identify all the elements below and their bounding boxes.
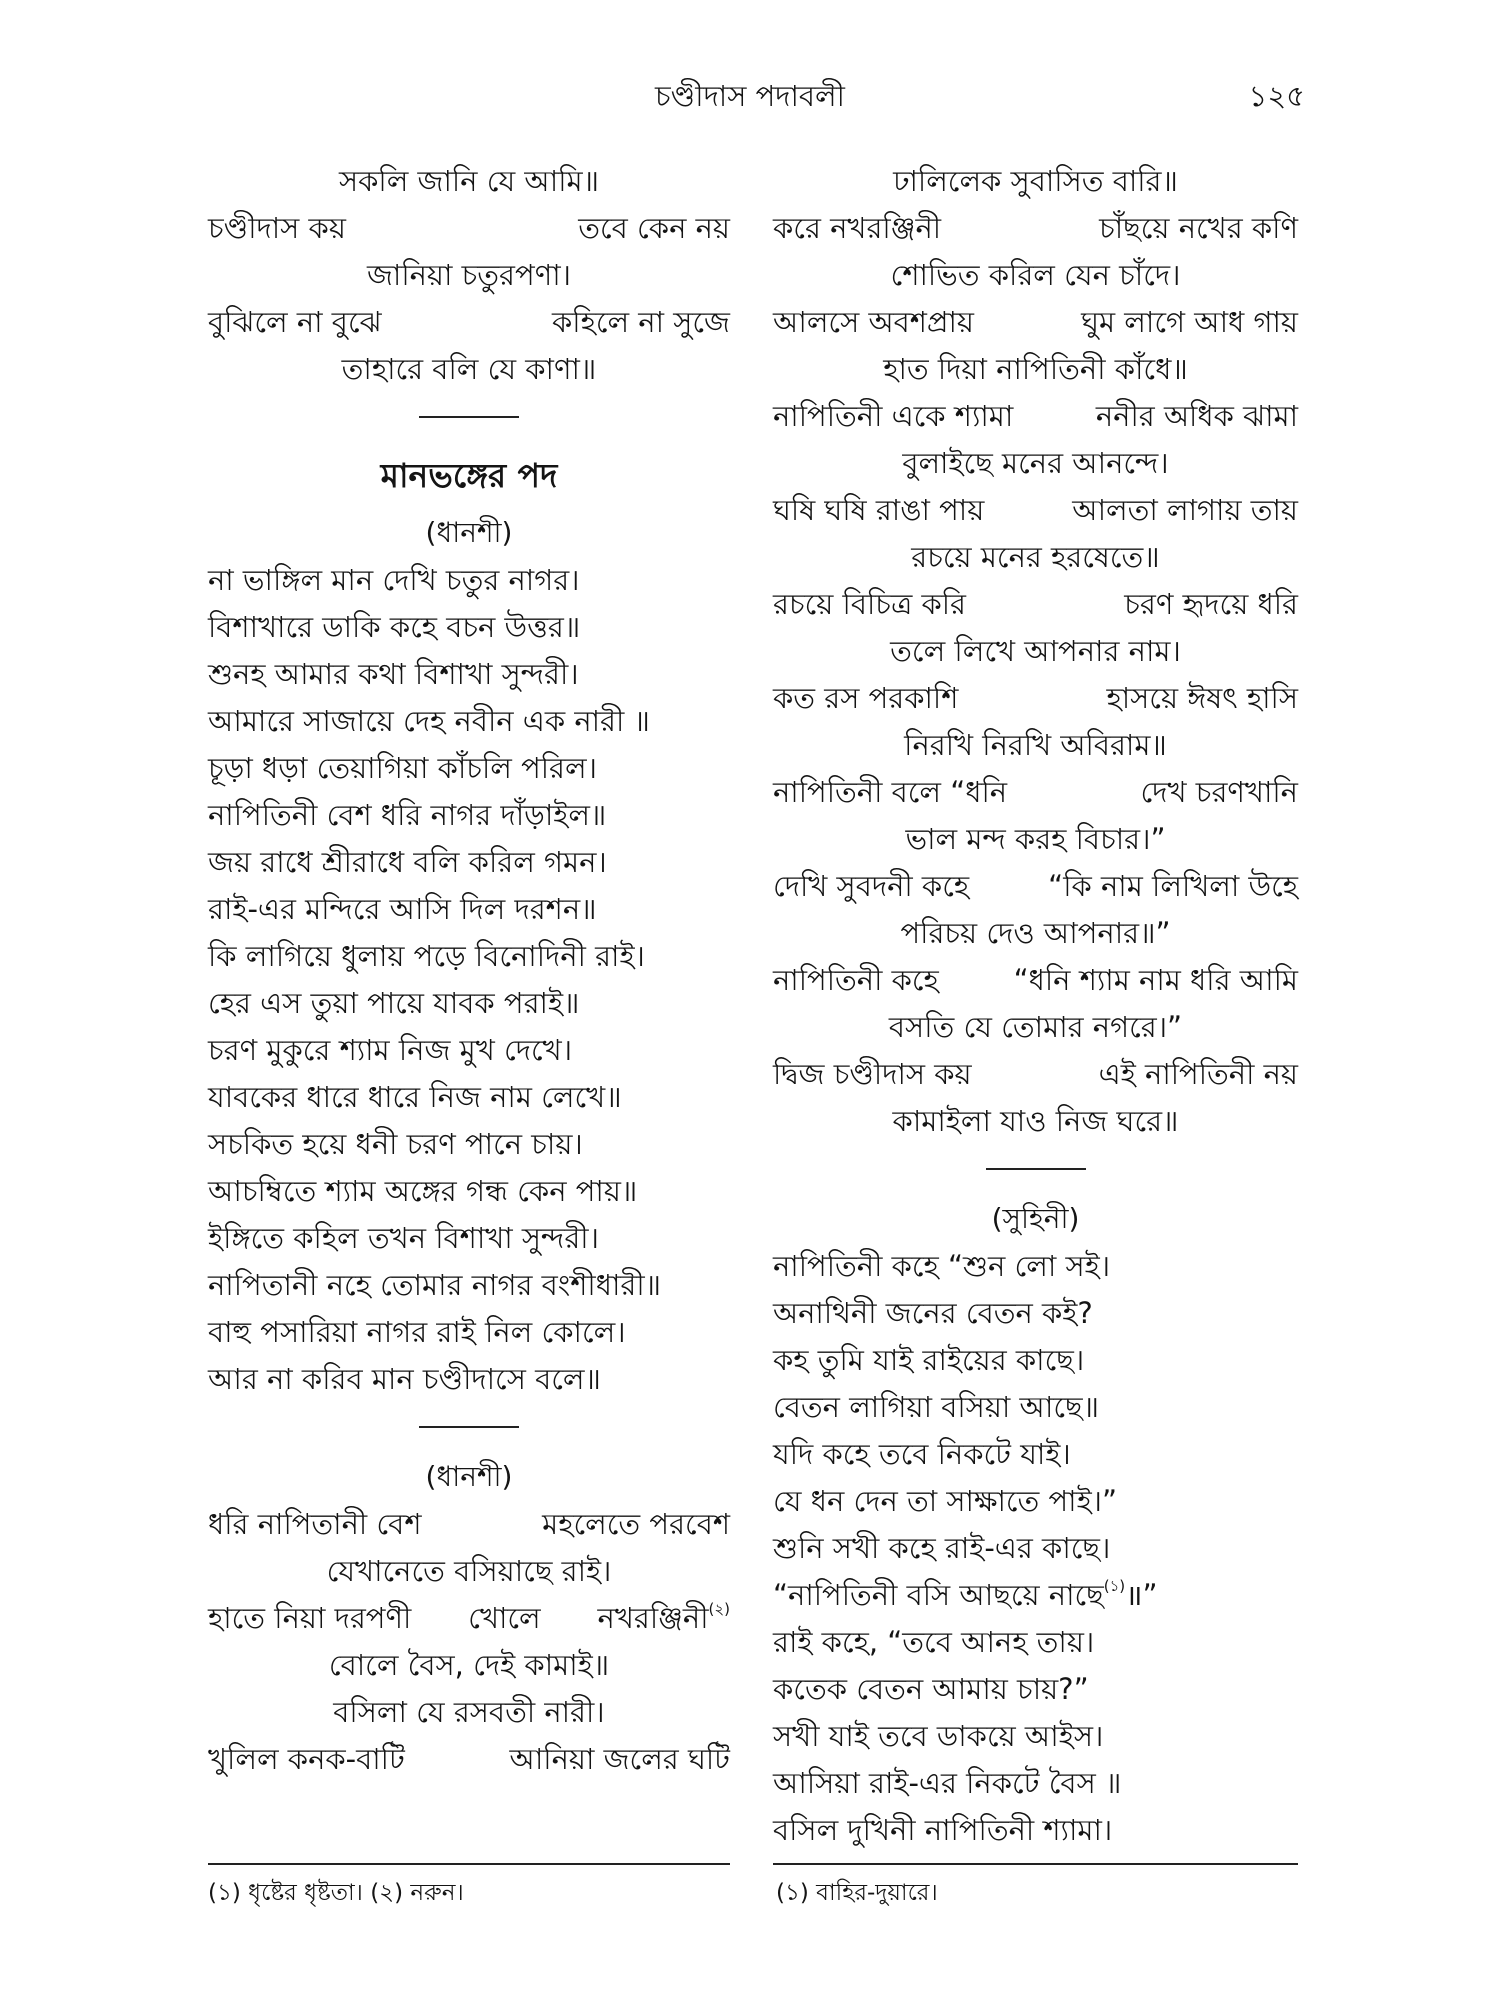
poem-block — [208, 1501, 730, 1783]
verse-line — [773, 581, 1298, 628]
verse-line — [773, 1051, 1298, 1098]
verse-line: তাহারে বলি যে কাণা॥ — [341, 352, 597, 386]
verse-half: আলসে অবশপ্রায় — [773, 305, 975, 339]
verse-line — [773, 769, 1298, 816]
section-divider — [208, 393, 730, 443]
verse-half: চণ্ডীদাস কয় — [208, 211, 346, 245]
raga-label: (ধানশী) — [425, 516, 513, 549]
verse-line: চূড়া ধড়া তেয়াগিয়া কাঁচলি পরিল। — [208, 751, 597, 785]
left-column — [208, 158, 730, 1783]
verse-half: হাসয়ে ঈষৎ হাসি — [1106, 681, 1298, 715]
footnote-marker: (২) — [708, 1600, 730, 1618]
verse-line: ঢালিলেক সুবাসিত বারি॥ — [893, 164, 1178, 198]
verse-line: বেতন লাগিয়া বসিয়া আছে॥ — [773, 1390, 1099, 1424]
verse-line: নাপিতানী নহে তোমার নাগর বংশীধারী॥ — [208, 1268, 662, 1302]
verse-half: কহিলে না সুজে — [552, 305, 730, 339]
verse-line: যদি কহে তবে নিকটে যাই। — [773, 1437, 1071, 1471]
verse-line: বসিলা যে রসবতী নারী। — [333, 1695, 605, 1729]
verse-half: রচয়ে বিচিত্র করি — [773, 587, 967, 621]
poem-block — [208, 557, 730, 1403]
verse-line: শুনহ আমার কথা বিশাখা সুন্দরী। — [208, 657, 579, 691]
verse-line — [773, 205, 1298, 252]
verse-line: জানিয়া চতুরপণা। — [366, 258, 572, 292]
section-divider — [208, 1403, 730, 1453]
right-column — [773, 158, 1298, 1854]
verse-line: তলে লিখে আপনার নাম। — [890, 634, 1181, 668]
verse-line: রাই-এর মন্দিরে আসি দিল দরশন॥ — [208, 892, 597, 926]
verse-line — [773, 863, 1298, 910]
verse-half: মহলেতে পরবেশ — [542, 1507, 730, 1541]
verse-half — [598, 1595, 730, 1642]
verse-line: বিশাখারে ডাকি কহে বচন উত্তর॥ — [208, 610, 581, 644]
verse-half: চরণ হৃদয়ে ধরি — [1124, 587, 1298, 621]
verse-line: জয় রাধে শ্রীরাধে বলি করিল গমন। — [208, 845, 607, 879]
verse-line — [208, 1736, 730, 1783]
verse-word: নখরঞ্জিনী — [597, 1601, 709, 1635]
verse-line — [773, 299, 1298, 346]
verse-line: অনাথিনী জনের বেতন কই? — [773, 1296, 1093, 1330]
verse-half: ঘষি ঘষি রাঙা পায় — [773, 493, 985, 527]
verse-text: ॥” — [1125, 1578, 1158, 1612]
verse-line — [773, 393, 1298, 440]
verse-half: দেখ চরণখানি — [1140, 775, 1298, 809]
verse-line: বুলাইছে মনের আনন্দে। — [902, 446, 1169, 480]
verse-line: বসিল দুখিনী নাপিতিনী শ্যামা। — [773, 1813, 1113, 1847]
verse-half: করে নখরঞ্জিনী — [773, 211, 942, 245]
verse-line: কি লাগিয়ে ধুলায় পড়ে বিনোদিনী রাই। — [208, 939, 645, 973]
verse-line: চরণ মুকুরে শ্যাম নিজ মুখ দেখে। — [208, 1033, 573, 1067]
verse-line — [208, 205, 730, 252]
verse-line: হাত দিয়া নাপিতিনী কাঁধে॥ — [883, 352, 1188, 386]
verse-half: ননীর অধিক ঝামা — [1095, 399, 1298, 433]
verse-half: ঘুম লাগে আধ গায় — [1081, 305, 1298, 339]
verse-line: সকলি জানি যে আমি॥ — [338, 164, 600, 198]
verse-line: আসিয়া রাই-এর নিকটে বৈস ॥ — [773, 1766, 1122, 1800]
verse-line: কহ তুমি যাই রাইয়ের কাছে। — [773, 1343, 1085, 1377]
verse-line: নাপিতিনী বেশ ধরি নাগর দাঁড়াইল॥ — [208, 798, 607, 832]
verse-line: যে ধন দেন তা সাক্ষাতে পাই।” — [773, 1484, 1118, 1518]
footnote-rule — [773, 1863, 1298, 1865]
footnote-right: (১) বাহির-দুয়ারে। — [776, 1880, 938, 1906]
verse-line: বসতি যে তোমার নগরে।” — [888, 1010, 1183, 1044]
verse-text: “নাপিতিনী বসি আছয়ে নাছে — [773, 1578, 1104, 1612]
verse-half: হাতে নিয়া দরপণী — [208, 1601, 412, 1635]
verse-half: চাঁছয়ে নখের কণি — [1099, 211, 1298, 245]
running-header-title: চণ্ডীদাস পদাবলী — [655, 79, 845, 113]
verse-line: আচম্বিতে শ্যাম অঙ্গের গন্ধ কেন পায়॥ — [208, 1174, 638, 1208]
verse-line: কতেক বেতন আমায় চায়?” — [773, 1672, 1089, 1706]
footnote-rule — [208, 1863, 730, 1865]
verse-line: শুনি সখী কহে রাই-এর কাছে। — [773, 1531, 1111, 1565]
section-divider — [773, 1145, 1298, 1195]
verse-half: নাপিতিনী বলে “ধনি — [773, 775, 1008, 809]
verse-line — [773, 675, 1298, 722]
verse-half: আনিয়া জলের ঘটি — [509, 1742, 730, 1776]
raga-label: (সুহিনী) — [991, 1202, 1080, 1235]
page-number: ১২৫ — [1248, 79, 1305, 113]
verse-half: ধরি নাপিতানী বেশ — [208, 1507, 422, 1541]
verse-line — [773, 957, 1298, 1004]
verse-line: শোভিত করিল যেন চাঁদে। — [890, 258, 1181, 292]
verse-line: যেখানেতে বসিয়াছে রাই। — [326, 1554, 612, 1588]
verse-half: নাপিতিনী একে শ্যামা — [773, 399, 1014, 433]
verse-line — [208, 1595, 730, 1642]
verse-half: “ধনি শ্যাম নাম ধরি আমি — [1013, 963, 1298, 997]
footnote-left: (১) ধৃষ্টের ধৃষ্টতা। (২) নরুন। — [208, 1880, 464, 1906]
verse-half: এই নাপিতিনী নয় — [1098, 1057, 1298, 1091]
verse-line: আর না করিব মান চণ্ডীদাসে বলে॥ — [208, 1362, 601, 1396]
verse-line: কামাইলা যাও নিজ ঘরে॥ — [892, 1104, 1179, 1138]
verse-line: ভাল মন্দ করহ বিচার।” — [905, 822, 1166, 856]
verse-line: বোলে বৈস, দেই কামাই॥ — [328, 1648, 610, 1682]
verse-half: কত রস পরকাশি — [773, 681, 959, 715]
footnote-marker: (১) — [1103, 1577, 1126, 1595]
verse-line — [208, 299, 730, 346]
verse-line: বাহু পসারিয়া নাগর রাই নিল কোলে। — [208, 1315, 626, 1349]
verse-line — [773, 1572, 1298, 1619]
verse-line: সখী যাই তবে ডাকয়ে আইস। — [773, 1719, 1104, 1753]
verse-line: হের এস তুয়া পায়ে যাবক পরাই॥ — [208, 986, 580, 1020]
verse-half: খুলিল কনক-বাটি — [208, 1742, 405, 1776]
verse-line: যাবকের ধারে ধারে নিজ নাম লেখে॥ — [208, 1080, 622, 1114]
section-heading: মানভঙ্গের পদ — [380, 456, 558, 495]
raga-label: (ধানশী) — [425, 1460, 513, 1493]
poem-block — [773, 1243, 1298, 1854]
verse-half: বুঝিলে না বুঝে — [208, 305, 382, 339]
verse-half: দেখি সুবদনী কহে — [773, 869, 970, 903]
verse-line: সচকিত হয়ে ধনী চরণ পানে চায়। — [208, 1127, 583, 1161]
verse-line: নিরখি নিরখি অবিরাম॥ — [904, 728, 1167, 762]
verse-line — [208, 1501, 730, 1548]
verse-line: পরিচয় দেও আপনার॥” — [900, 916, 1171, 950]
verse-half: নাপিতিনী কহে — [773, 963, 939, 997]
verse-line: ইঙ্গিতে কহিল তখন বিশাখা সুন্দরী। — [208, 1221, 599, 1255]
verse-line: রাই কহে, “তবে আনহ তায়। — [773, 1625, 1095, 1659]
verse-line: নাপিতিনী কহে “শুন লো সই। — [773, 1249, 1111, 1283]
verse-line: না ভাঙ্গিল মান দেখি চতুর নাগর। — [208, 563, 580, 597]
verse-line: রচয়ে মনের হরষেতে॥ — [911, 540, 1160, 574]
verse-line — [773, 487, 1298, 534]
verse-half: আলতা লাগায় তায় — [1072, 493, 1298, 527]
verse-half: “কি নাম লিখিলা উহে — [1048, 869, 1298, 903]
verse-half: দ্বিজ চণ্ডীদাস কয় — [773, 1057, 972, 1091]
verse-half: তবে কেন নয় — [578, 211, 730, 245]
verse-line: আমারে সাজায়ে দেহ নবীন এক নারী ॥ — [208, 704, 650, 738]
verse-word: খোলে — [468, 1601, 541, 1635]
